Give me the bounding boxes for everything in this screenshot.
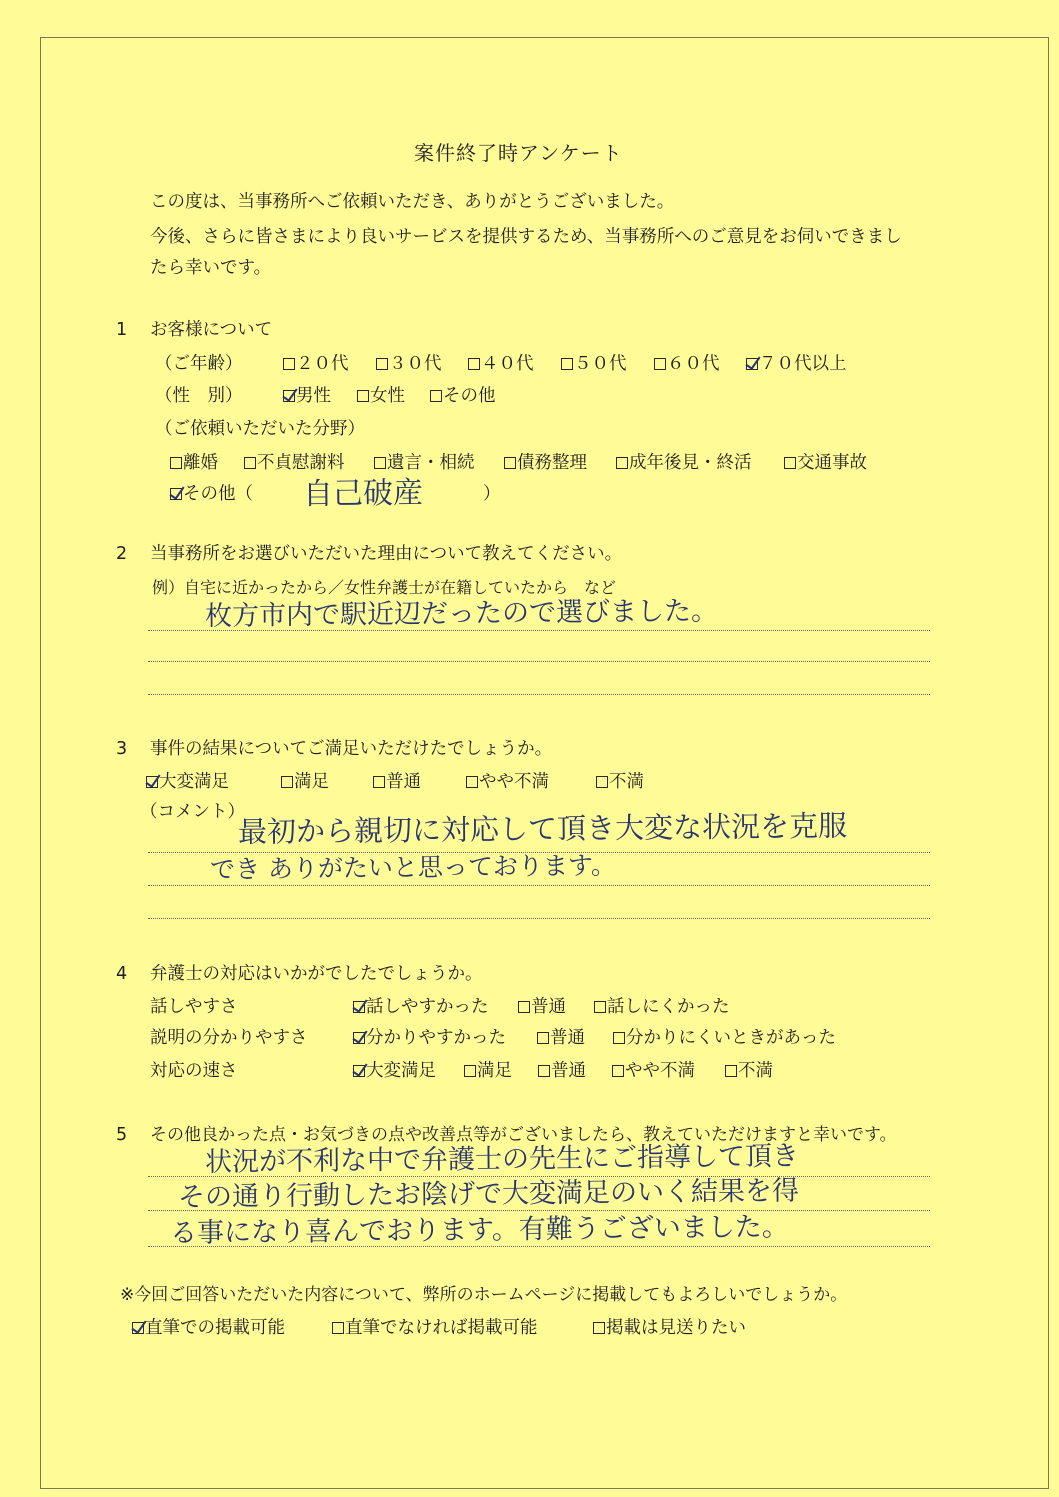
q3-option-somewhat-dissatisfied[interactable]: やや不満 [466,774,549,792]
q4-clarity-option-sometimes-unclear[interactable]: 分かりにくいときがあった [613,1030,836,1048]
field-other-close-paren: ） [483,484,501,504]
checkbox-checked[interactable] [170,488,182,500]
publication-option-typed-only[interactable]: 直筆でなければ掲載可能 [332,1320,538,1338]
checkbox[interactable] [430,390,442,402]
checkbox[interactable] [612,1065,624,1077]
q4-speed-option-very-satisfied[interactable]: 大変満足 [353,1063,436,1081]
checkbox[interactable] [464,1065,476,1077]
q3-option-neutral[interactable]: 普通 [373,774,421,792]
field-option-debt[interactable]: 債務整理 [504,455,587,473]
q3-option-satisfied[interactable]: 満足 [281,774,329,792]
field-option-divorce[interactable]: 離婚 [170,455,218,473]
checkbox[interactable] [784,457,796,469]
checkbox[interactable] [613,1032,625,1044]
checkbox[interactable] [244,457,256,469]
checkbox[interactable] [332,1322,344,1334]
checkbox-checked[interactable] [353,1065,365,1077]
q4-speed-option-somewhat-dissatisfied[interactable]: やや不満 [612,1063,695,1081]
q4-speed-option-neutral[interactable]: 普通 [538,1063,586,1081]
age-option-70s-plus[interactable]: ７０代以上 [746,356,847,374]
answer-line [148,918,930,919]
q4-talk-option-easy[interactable]: 話しやすかった [353,999,489,1017]
q5-handwritten-line-1[interactable]: 状況が不利な中で弁護士の先生にご指導して頂き [204,1140,800,1178]
q4-speed-option-satisfied[interactable]: 満足 [464,1063,512,1081]
q4-talk-option-neutral[interactable]: 普通 [518,999,566,1017]
answer-line [148,885,930,886]
field-option-infidelity[interactable]: 不貞慰謝料 [244,455,345,473]
checkbox[interactable] [654,358,666,370]
q5-handwritten-line-2[interactable]: その通り行動したお陰げで大変満足のいく結果を得 [177,1175,800,1213]
answer-line [148,630,930,631]
checkbox[interactable] [468,358,480,370]
q4-heading: 弁護士の対応はいかがでしたでしょうか。 [150,964,483,984]
publication-option-handwritten-ok[interactable]: 直筆での掲載可能 [132,1320,285,1338]
q1-heading: お客様について [150,320,273,340]
answer-line [148,694,930,695]
q3-option-very-satisfied[interactable]: 大変満足 [146,774,229,792]
q2-example: 例）自宅に近かったから／女性弁護士が在籍していたから など [152,578,617,597]
q4-speed-option-dissatisfied[interactable]: 不満 [725,1063,773,1081]
checkbox[interactable] [593,1322,605,1334]
q2-number: 2 [116,544,128,564]
checkbox-checked[interactable] [146,776,158,788]
answer-line [148,852,930,853]
checkbox[interactable] [374,457,386,469]
checkbox-checked[interactable] [746,358,758,370]
checkbox[interactable] [466,776,478,788]
q4-number: 4 [116,964,128,984]
checkbox[interactable] [616,457,628,469]
checkbox[interactable] [538,1065,550,1077]
q4-clarity-option-clear[interactable]: 分かりやすかった [353,1030,506,1048]
form-title: 案件終了時アンケート [414,141,623,165]
publication-option-decline[interactable]: 掲載は見送りたい [593,1320,746,1338]
field-other-handwritten[interactable]: 自己破産 [302,475,424,512]
checkbox[interactable] [170,457,182,469]
q2-heading: 当事務所をお選びいただいた理由について教えてください。 [150,544,623,564]
q5-heading: その他良かった点・お気づきの点や改善点等がございましたら、教えていただけますと幸いです。 [150,1125,897,1145]
q3-handwritten-comment-line-1[interactable]: 最初から親切に対応して頂き大変な状況を克服 [237,808,848,849]
checkbox-checked[interactable] [283,390,295,402]
field-option-other[interactable]: その他（ [170,486,253,504]
gender-option-male[interactable]: 男性 [283,388,331,406]
field-label: （ご依頼いただいた分野） [155,419,365,439]
answer-line [148,1246,930,1247]
age-option-30s[interactable]: ３０代 [376,356,442,374]
gender-label: （性 別） [155,386,243,406]
age-option-40s[interactable]: ４０代 [468,356,534,374]
q3-comment-label: （コメント） [140,802,245,822]
gender-option-female[interactable]: 女性 [357,388,405,406]
checkbox-checked[interactable] [132,1322,144,1334]
age-label: （ご年齢） [155,354,243,374]
gender-option-other[interactable]: その他 [430,388,496,406]
checkbox[interactable] [376,358,388,370]
q4-talk-option-hard[interactable]: 話しにくかった [594,999,730,1017]
q3-number: 3 [116,739,128,759]
age-option-60s[interactable]: ６０代 [654,356,720,374]
q3-option-dissatisfied[interactable]: 不満 [596,774,644,792]
answer-line [148,1210,930,1211]
q4-row-label-clarity: 説明の分かりやすさ [150,1028,308,1048]
q4-row-label-ease-of-talking: 話しやすさ [150,997,238,1017]
field-option-inheritance[interactable]: 遺言・相続 [374,455,475,473]
checkbox[interactable] [281,776,293,788]
field-option-traffic[interactable]: 交通事故 [784,455,867,473]
intro-line-3: たら幸いです。 [150,258,272,278]
q4-clarity-option-neutral[interactable]: 普通 [537,1030,585,1048]
checkbox-checked[interactable] [353,1032,365,1044]
checkbox[interactable] [594,1001,606,1013]
age-option-50s[interactable]: ５０代 [561,356,627,374]
checkbox[interactable] [373,776,385,788]
publication-question: ※今回ご回答いただいた内容について、弊所のホームページに掲載してもよろしいでしょうか。 [120,1285,848,1305]
checkbox[interactable] [537,1032,549,1044]
q3-handwritten-comment-line-2[interactable]: でき ありがたいと思っております。 [209,850,617,884]
answer-line [148,661,930,662]
checkbox[interactable] [518,1001,530,1013]
q4-row-label-speed: 対応の速さ [150,1061,238,1081]
checkbox[interactable] [561,358,573,370]
checkbox[interactable] [725,1065,737,1077]
checkbox-checked[interactable] [353,1001,365,1013]
q2-handwritten-answer[interactable]: 枚方市内で駅近辺だったので選びました。 [204,595,719,632]
checkbox[interactable] [504,457,516,469]
form-border [40,37,1049,1489]
age-option-20s[interactable]: ２０代 [283,356,349,374]
intro-line-1: この度は、当事務所へご依頼いただき、ありがとうございました。 [150,192,675,212]
checkbox[interactable] [283,358,295,370]
q5-handwritten-line-3[interactable]: る事になり喜んでおります。有難うございました。 [169,1211,789,1249]
intro-line-2: 今後、さらに皆さまにより良いサービスを提供するため、当事務所へのご意見をお伺いできまし [150,227,902,247]
field-option-guardianship[interactable]: 成年後見・終活 [616,455,752,473]
answer-line [148,1176,930,1177]
q1-number: 1 [116,320,128,340]
checkbox[interactable] [596,776,608,788]
q5-number: 5 [116,1125,128,1145]
q3-heading: 事件の結果についてご満足いただけたでしょうか。 [150,739,553,759]
checkbox[interactable] [357,390,369,402]
